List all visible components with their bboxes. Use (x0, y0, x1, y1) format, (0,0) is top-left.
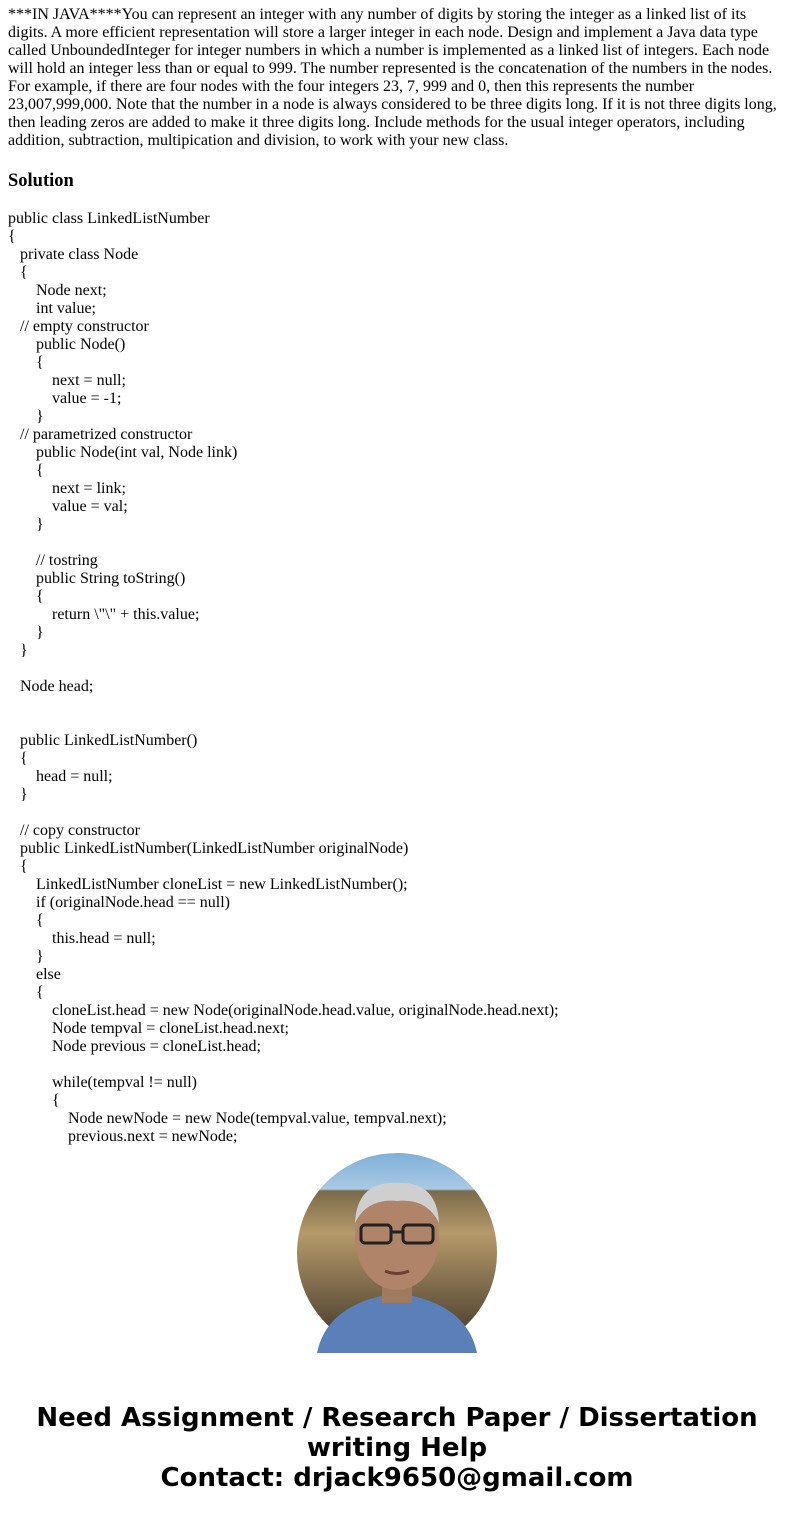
code-line: // empty constructor (8, 318, 149, 335)
code-line: public LinkedListNumber() (8, 732, 198, 749)
question-text: ***IN JAVA****You can represent an integer with any number of digits by storing the integer as a linked list of its digits. A more efficient representation will store a larger integer in each node. Design and implement a Java data type called UnboundedInteger for integer numbers in which a number is implemented as a linked list of integers. Each node will hold an integer less than or equal to 999. The number represented is the concatenation of the numbers in the nodes. For example, if there are four nodes with the four integers 23, 7, 999 and 0, then this represents the number 23,007,999,000. Note that the number in a node is always considered to be three digits long. If it is not three digits long, then leading zeros are added to make it three digits long. Include methods for the usual integer operators, including addition, subtraction, multipication and division, to work with your new class. (8, 6, 777, 149)
code-line: next = link; (8, 480, 126, 497)
code-line: private class Node (8, 246, 139, 263)
code-line (8, 804, 788, 822)
code-line: { (8, 354, 44, 371)
code-line: public Node() (8, 336, 126, 353)
code-line: Node next; (8, 282, 107, 299)
code-line: } (8, 408, 44, 425)
code-line: { (8, 912, 44, 929)
code-line: int value; (8, 300, 96, 317)
code-line: Node previous = cloneList.head; (8, 1038, 261, 1055)
author-avatar (297, 1153, 497, 1353)
code-line: { (8, 228, 16, 245)
code-line: public LinkedListNumber(LinkedListNumber originalNode) (8, 840, 409, 857)
code-line: public class LinkedListNumber (8, 210, 210, 227)
code-line: // tostring (8, 552, 98, 569)
code-line: next = null; (8, 372, 126, 389)
code-line: { (8, 858, 28, 875)
code-line: { (8, 984, 44, 1001)
code-line: { (8, 750, 28, 767)
code-line: value = val; (8, 498, 128, 515)
code-line: } (8, 786, 28, 803)
code-line: previous.next = newNode; (8, 1128, 238, 1145)
code-line: while(tempval != null) (8, 1074, 197, 1091)
code-line: public String toString() (8, 570, 186, 587)
code-line: { (8, 1092, 60, 1109)
code-line (8, 534, 788, 552)
code-line: } (8, 516, 44, 533)
code-line: } (8, 642, 28, 659)
code-line: // copy constructor (8, 822, 140, 839)
footer-line-contact: Contact: drjack9650@gmail.com (160, 1463, 634, 1493)
code-line (8, 1056, 788, 1074)
code-line: // parametrized constructor (8, 426, 193, 443)
person-photo-icon (297, 1153, 497, 1353)
code-line: else (8, 966, 61, 983)
code-line (8, 714, 788, 732)
code-line (8, 660, 788, 678)
code-line: value = -1; (8, 390, 122, 407)
code-line: { (8, 462, 44, 479)
code-line: } (8, 624, 44, 641)
code-line: return \"\" + this.value; (8, 606, 200, 623)
code-line: Node newNode = new Node(tempval.value, tempval.next); (8, 1110, 447, 1127)
code-block (8, 210, 788, 1145)
solution-heading: Solution (8, 171, 74, 191)
code-line: this.head = null; (8, 930, 156, 947)
code-line: public Node(int val, Node link) (8, 444, 238, 461)
code-line: } (8, 948, 44, 965)
footer-promo (0, 1403, 794, 1493)
code-line: head = null; (8, 768, 113, 785)
code-line: cloneList.head = new Node(originalNode.head.value, originalNode.head.next); (8, 1002, 559, 1019)
code-line: LinkedListNumber cloneList = new LinkedListNumber(); (8, 876, 408, 893)
code-line: { (8, 588, 44, 605)
code-line: if (originalNode.head == null) (8, 894, 230, 911)
footer-line-help: Need Assignment / Research Paper / Dissertation writing Help (36, 1403, 758, 1463)
code-line (8, 696, 788, 714)
code-line: Node tempval = cloneList.head.next; (8, 1020, 289, 1037)
code-line: { (8, 264, 28, 281)
code-line: Node head; (8, 678, 94, 695)
